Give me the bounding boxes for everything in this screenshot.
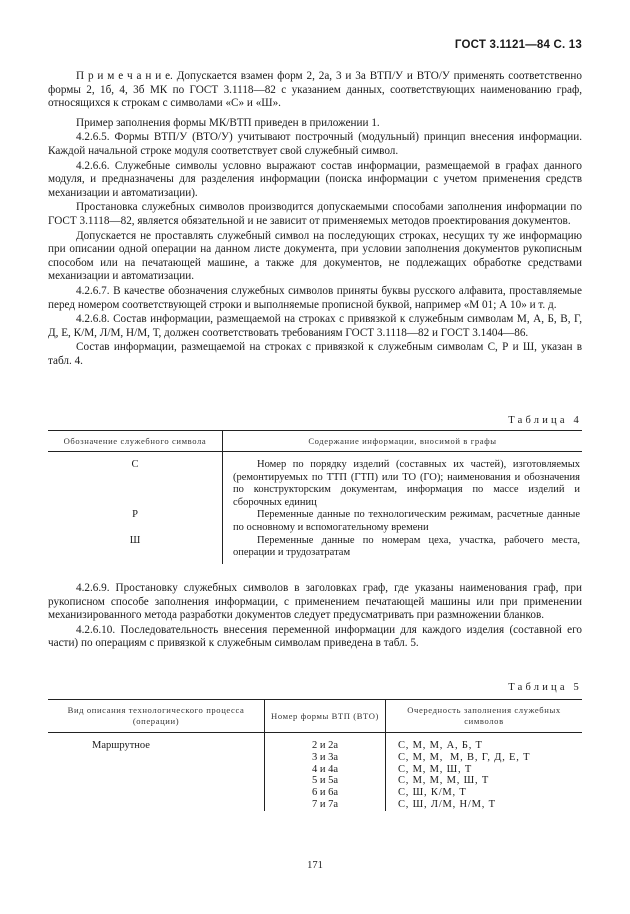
paragraph: Пример заполнения формы МК/ВТП приведен в приложении 1. <box>76 116 380 129</box>
table5-sequence: С, Ш, Л/М, Н/М, Т <box>398 798 496 810</box>
table-row <box>48 452 582 510</box>
table4-symbol: С <box>48 452 223 510</box>
table-row <box>48 535 582 564</box>
note-paragraph <box>48 70 582 111</box>
table4-caption: Таблица 4 <box>508 415 582 426</box>
table5-form: 5 и 5а <box>265 775 386 787</box>
table5-header-form: Номер формы ВТП (ВТО) <box>265 700 386 733</box>
table4-content: Номер по порядку изделий (составных их частей), изготовляемых (ремонтируемых по ТТП (ГТП) или ТО (ГО); наименования и обозначения по конструкторским документам, информация по массе изделий и сборочных единиц <box>233 459 580 508</box>
paragraph: 4.2.6.8. Состав информации, размещаемой на строках с привязкой к служебным символам М, А, Б, В, Г, Д, Е, К/М, Л/М, Н/М, Т, должен соответствовать требованиям ГОСТ 3.1118—82 и ГОСТ 3.1404—86. <box>48 313 582 339</box>
paragraph: Допускается не проставлять служебный символ на последующих строках, несущих ту же информацию при описании одной операции на данном листе документа, при условии заполнения документов рукописным способом или на печатающей машине, а также для документов, не подлежащих обработке средствами механизации и автоматизации. <box>48 229 582 283</box>
table-row <box>48 733 582 752</box>
table4 <box>48 430 582 564</box>
body-text-mid <box>48 582 582 651</box>
table5-sequence: С, М, М, М, Ш, Т <box>398 775 490 787</box>
table4-content: Переменные данные по номерам цеха, участка, рабочего места, операции и трудозатратам <box>233 534 580 559</box>
table4-header-content: Содержание информации, вносимой в графы <box>223 431 583 452</box>
table5-header-sequence: Очередность заполнения служебных символов <box>386 700 583 733</box>
paragraph: Простановка служебных символов производится допускаемыми способами заполнения информации по ГОСТ 3.1118—82, является обязательной и не зависит от применяемых методов проектирования документов. <box>48 201 582 227</box>
table5-form: 2 и 2а <box>265 733 386 752</box>
table5-form: 6 и 6а <box>265 787 386 799</box>
note-text: Допускается взамен форм 2, 2а, 3 и 3а ВТП/У и ВТО/У применять соответственно формы 2, 1б, 4, 3б МК по ГОСТ 3.1118—82 с указанием данных, соответствующих наименованию граф, относящихся к строкам с символами «С» и «Ш». <box>48 70 582 110</box>
body-text-top <box>48 70 582 368</box>
paragraph: 4.2.6.9. Простановку служебных символов в заголовках граф, где указаны наименования граф, при рукописном способе заполнения информации, с применением печатающей машины или при применении механизированного метода разработки документов следует предусматривать при размножении бланков. <box>48 582 582 622</box>
paragraph: 4.2.6.5. Формы ВТП/У (ВТО/У) учитывают построчный (модульный) принцип внесения информации. Каждой начальной строке модуля соответствует свой служебный символ. <box>48 131 582 157</box>
table5-caption: Таблица 5 <box>508 682 582 693</box>
paragraph: 4.2.6.10. Последовательность внесения переменной информации для каждого изделия (составной его части) по операциям с привязкой к служебным символам приведена в табл. 5. <box>48 623 582 650</box>
table4-header-symbol: Обозначение служебного символа <box>48 431 223 452</box>
table4-symbol: Р <box>48 509 223 534</box>
table5-header-type: Вид описания технологического процесса (операции) <box>48 700 265 733</box>
paragraph: 4.2.6.7. В качестве обозначения служебных символов приняты буквы русского алфавита, проставляемые перед номером соответствующей строки и выполняемые прописной буквой, например «М 01; А 10» и т. д. <box>48 284 582 311</box>
table5-form: 7 и 7а <box>265 799 386 811</box>
table5 <box>48 699 582 811</box>
table4-symbol: Ш <box>48 535 223 564</box>
table5-form: 3 и 3а <box>265 752 386 764</box>
note-label: П р и м е ч а н и е. <box>76 70 173 82</box>
table-row <box>48 509 582 534</box>
table5-sequence: С, М, М, М, В, Г, Д, Е, Т <box>398 751 531 763</box>
table4-content: Переменные данные по технологическим режимам, расчетные данные по основному и вспомогательному времени <box>233 509 580 533</box>
table5-sequence: С, М, М, Ш, Т <box>398 763 473 775</box>
paragraph: 4.2.6.6. Служебные символы условно выражают состав информации, размещаемой в графах данного модуля, и предназначены для разделения информации (поиска информации с учетом применения средств механизации и автоматизации). <box>48 159 582 199</box>
table5-sequence: С, Ш, К/М, Т <box>398 787 467 799</box>
table5-sequence: С, М, М, А, Б, Т <box>398 740 483 751</box>
table5-form: 4 и 4а <box>265 764 386 776</box>
page-number: 171 <box>307 860 323 871</box>
running-header: ГОСТ 3.1121—84 С. 13 <box>454 39 582 51</box>
paragraph: Состав информации, размещаемой на строках с привязкой к служебным символам С, Р и Ш, указан в табл. 4. <box>48 341 582 367</box>
table5-type: Маршрутное <box>48 733 265 811</box>
